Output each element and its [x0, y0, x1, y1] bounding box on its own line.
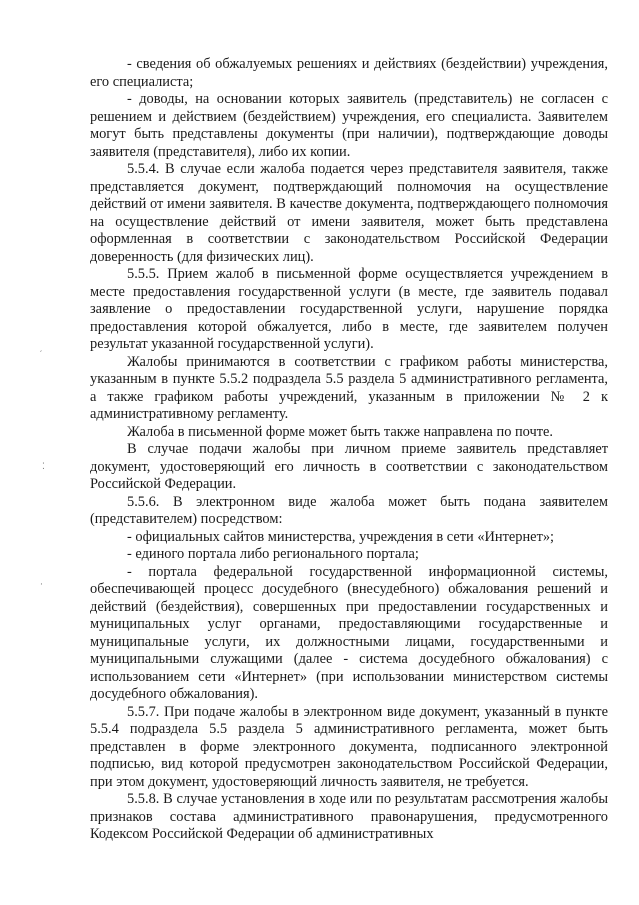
paragraph: 5.5.5. Прием жалоб в письменной форме осуществляется учреждением в месте предоставления государственной услуги (в месте, где заявитель подавал заявление о предоставлении государственной услуги, нарушение порядка предоставления которой обжалуется, либо в месте, где заявителем получен результат указанной государственной услуги). [90, 266, 608, 352]
paragraph: - портала федеральной государственной информационной системы, обеспечивающей процесс досудебного (внесудебного) обжалования решений и действий (бездействия), совершенных при предоставлении государственных и муниципальных услуг органами, предоставляющими государственные и муниципальные услуги, их должностными лицами, государственными и муниципальными служащими (далее - система досудебного обжалования) с использованием сети «Интернет» (при использовании министерством системы досудебного обжалования). [90, 563, 608, 702]
paragraph: - официальных сайтов министерства, учреждения в сети «Интернет»; [127, 528, 555, 545]
paragraph: - сведения об обжалуемых решениях и действиях (бездействии) учреждения, его специалиста; [90, 56, 608, 90]
scan-speck: · [40, 580, 43, 590]
scan-speck: ⁚ [42, 462, 45, 472]
scan-speck: ′ [40, 350, 43, 360]
paragraph: 5.5.7. При подаче жалобы в электронном виде документ, указанный в пункте 5.5.4 подраздела 5.5 раздела 5 административного регламента, может быть представлен в форме электронного документа, подписанного электронной подписью, вид которой предусмотрен законодательством Российской Федерации, при этом документ, удостоверяющий личность заявителя, не требуется. [90, 703, 608, 790]
document-page [90, 56, 608, 844]
paragraph: - единого портала либо регионального портала; [127, 546, 419, 562]
paragraph: В случае подачи жалобы при личном приеме заявитель представляет документ, удостоверяющий его личность в соответствии с законодательством Российской Федерации. [90, 441, 608, 492]
paragraph: 5.5.6. В электронном виде жалоба может быть подана заявителем (представителем) посредством: [90, 493, 608, 527]
paragraph: Жалоба в письменной форме может быть также направлена по почте. [127, 423, 554, 440]
paragraph: 5.5.8. В случае установления в ходе или по результатам рассмотрения жалобы признаков состава административного правонарушения, предусмотренного Кодексом Российской Федерации об административных [90, 791, 608, 842]
paragraph: Жалобы принимаются в соответствии с графиком работы министерства, указанным в пункте 5.5.2 подраздела 5.5 раздела 5 административного регламента, а также графиком работы учреждений, указанным в приложении № 2 к административному регламенту. [90, 353, 608, 422]
paragraph: - доводы, на основании которых заявитель (представитель) не согласен с решением и действием (бездействием) учреждения, его специалиста. Заявителем могут быть представлены документы (при наличии), подтверждающие доводы заявителя (представителя), либо их копии. [90, 91, 608, 160]
paragraph: 5.5.4. В случае если жалоба подается через представителя заявителя, также представляется документ, подтверждающий полномочия на осуществление действий от имени заявителя. В качестве документа, подтверждающего полномочия на осуществление действий от имени заявителя, может быть представлена оформленная в соответствии с законодательством Российской Федерации доверенность (для физических лиц). [90, 161, 608, 265]
